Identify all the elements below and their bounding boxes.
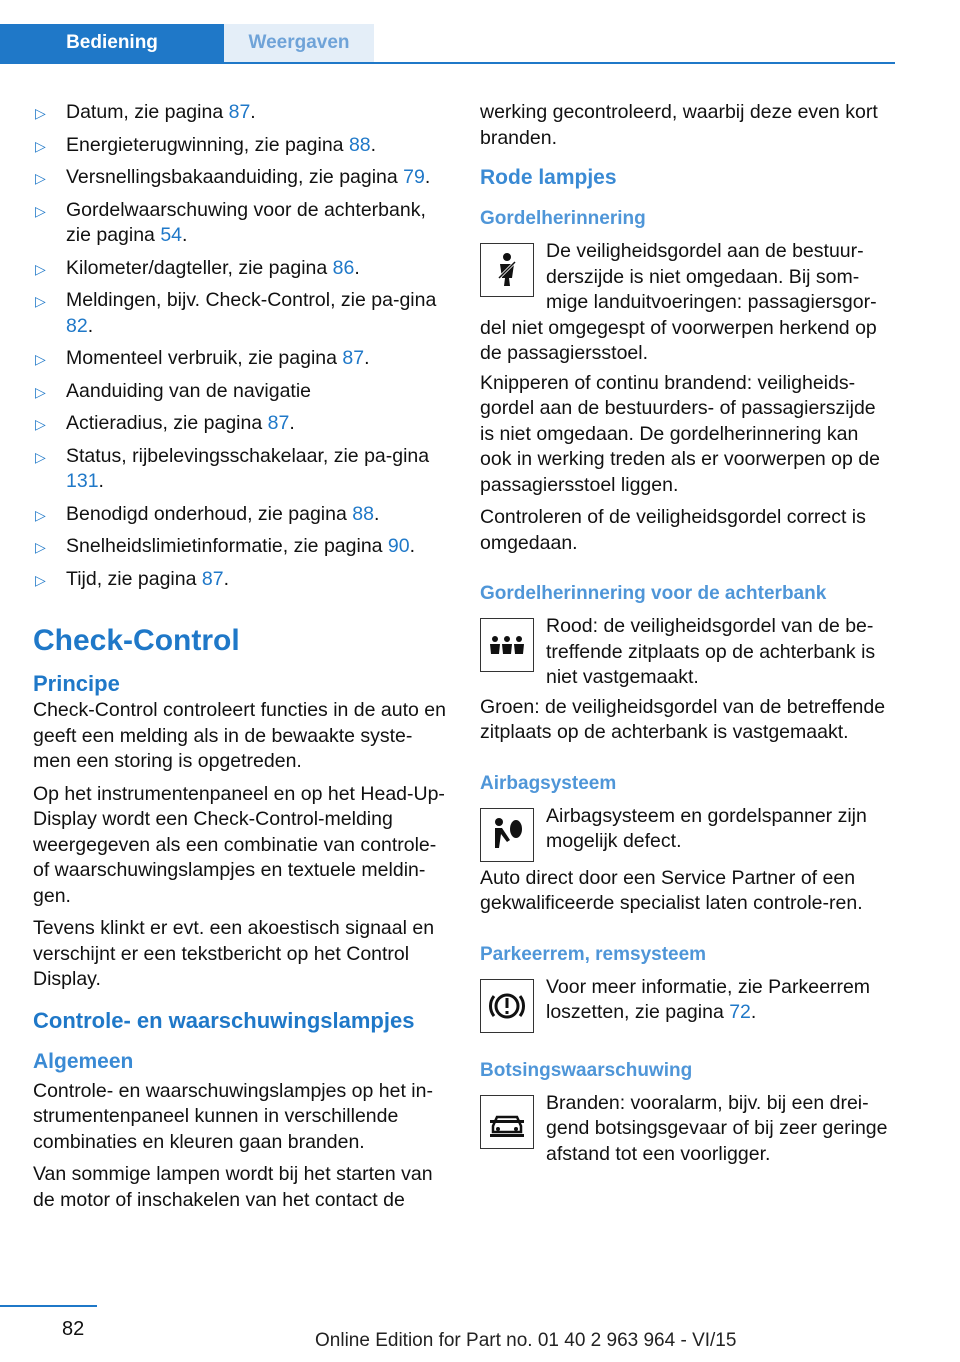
bullet-triangle-icon: ▷ xyxy=(35,293,46,309)
paragraph: Knipperen of continu brandend: veiligheids-gordel aan de bestuurders- of passagierszijde is niet omgedaan. De gordelherinnering kan ook in werking treden als er voorwerpen op de passagiersstoel liggen. xyxy=(480,371,880,496)
bullet-item: ▷ Aanduiding van de navigatie xyxy=(33,379,448,405)
subsection-title-rode-lampjes: Rode lampjes xyxy=(480,166,617,189)
paragraph: Auto direct door een Service Partner of een gekwalificeerde specialist laten controle-ren. xyxy=(480,866,863,914)
bullet-triangle-icon: ▷ xyxy=(35,448,46,465)
warning-parkeerrem xyxy=(480,975,895,1033)
bullet-item: ▷ Gordelwaarschuwing voor de achterbank, zie pagina 54. xyxy=(35,198,426,246)
paragraph: Controle- en waarschuwingslampjes op het in-strumentenpaneel kunnen in verschillende combinaties en kleuren gaan branden. xyxy=(33,1079,433,1153)
paragraph: Controleren of de veiligheidsgordel correct is omgedaan. xyxy=(480,506,866,554)
bullet-triangle-icon: ▷ xyxy=(35,260,46,277)
bullet-item: ▷ Actieradius, zie pagina 87. xyxy=(33,411,448,437)
paragraph: Van sommige lampen wordt bij het starten van de motor of inschakelen van het contact de xyxy=(33,1163,433,1211)
bullet-triangle-icon: ▷ xyxy=(35,571,46,588)
bullet-triangle-icon: ▷ xyxy=(35,351,46,367)
page-link[interactable]: 88 xyxy=(352,502,374,525)
warning-text: Rood: de veiligheidsgordel van de be-treffende zitplaats op de achterbank is niet vastgemaakt. xyxy=(546,615,876,688)
page-link[interactable]: 87 xyxy=(228,101,251,123)
airbag-icon xyxy=(480,808,534,862)
page-link[interactable]: 90 xyxy=(387,535,410,557)
bullet-list xyxy=(33,100,448,592)
page-number: 82 xyxy=(62,1318,85,1340)
warning-airbag xyxy=(480,804,895,862)
paragraph: Groen: de veiligheidsgordel van de betreffende zitplaats op de achterbank is vastgemaakt. xyxy=(480,695,886,743)
warning-text: De veiligheidsgordel aan de bestuur-derszijde is niet omgedaan. Bij som-mige landuitvoeringen: passagiersgor-del niet omgegespt of voorwerpen herkend op de passagiersstoel. xyxy=(480,240,877,364)
bullet-item: ▷ Kilometer/dagteller, zie pagina 86. xyxy=(33,256,448,282)
bullet-item: ▷ Datum, zie pagina 87. xyxy=(33,100,448,126)
bullet-triangle-icon: ▷ xyxy=(35,105,46,121)
bullet-item: ▷ Momenteel verbruik, zie pagina 87. xyxy=(33,346,448,372)
bullet-triangle-icon: ▷ xyxy=(35,506,46,523)
paragraph: Check-Control controleert functies in de auto en geeft een melding als in de bewaakte syste-men een storing is opgetreden. xyxy=(33,699,446,772)
page-link[interactable]: 88 xyxy=(348,133,371,156)
page-link[interactable]: 54 xyxy=(160,224,183,246)
page-link[interactable]: 131 xyxy=(66,470,99,492)
bullet-item: ▷ Status, rijbelevingsschakelaar, zie pa-gina 131. xyxy=(35,444,430,492)
bullet-item: ▷ Snelheidslimietinformatie, zie pagina 90. xyxy=(33,534,448,560)
page-link[interactable]: 79 xyxy=(403,166,425,188)
page-link[interactable]: 87 xyxy=(267,412,290,434)
bullet-triangle-icon: ▷ xyxy=(35,137,46,154)
subsection-title-principe: Principe xyxy=(33,671,120,696)
footer-edition: Online Edition for Part no. 01 40 2 963 964 - VI/15 xyxy=(315,1330,737,1351)
section-title-check-control: Check-Control xyxy=(33,624,240,657)
warning-botsing xyxy=(480,1091,895,1168)
footer-divider xyxy=(0,1305,97,1307)
tab-bediening[interactable]: Bediening xyxy=(0,24,224,62)
paragraph: werking gecontroleerd, waarbij deze even kort branden. xyxy=(480,101,878,149)
bullet-item: ▷ Versnellingsbakaanduiding, zie pagina 79. xyxy=(33,165,448,191)
page-link[interactable]: 72 xyxy=(729,1001,751,1023)
section-title-lampjes: Controle- en waarschuwingslampjes xyxy=(33,1007,415,1033)
warning-text: Branden: vooralarm, bijv. bij een drei-gend botsingsgevaar of bij zeer geringe afstand tot een voorligger. xyxy=(546,1091,888,1165)
page-link[interactable]: 87 xyxy=(342,347,365,369)
bullet-triangle-icon: ▷ xyxy=(35,416,46,432)
warning-text: Voor meer informatie, zie Parkeerrem loszetten, zie pagina 72. xyxy=(546,975,871,1023)
rear-seatbelt-icon xyxy=(480,618,534,672)
warning-gordelherinnering xyxy=(480,239,895,367)
warning-achterbank xyxy=(480,614,895,691)
heading-parkeerrem: Parkeerrem, remsysteem xyxy=(480,943,707,965)
page-link[interactable]: 87 xyxy=(201,567,224,590)
brake-warning-icon xyxy=(480,979,534,1033)
header-tabs xyxy=(0,24,895,64)
left-column xyxy=(33,100,448,1220)
bullet-triangle-icon: ▷ xyxy=(35,202,46,219)
tab-weergaven[interactable]: Weergaven xyxy=(224,24,374,62)
bullet-item: ▷ Benodigd onderhoud, zie pagina 88. xyxy=(33,502,448,528)
bullet-triangle-icon: ▷ xyxy=(35,170,46,186)
page-link[interactable]: 86 xyxy=(332,256,355,279)
bullet-item: ▷ Tijd, zie pagina 87. xyxy=(33,567,448,593)
paragraph: Tevens klinkt er evt. een akoestisch signaal en verschijnt er een tekstbericht op het Control Display. xyxy=(33,917,435,990)
heading-airbagsysteem: Airbagsysteem xyxy=(480,772,617,794)
bullet-item: ▷ Energieterugwinning, zie pagina 88. xyxy=(33,133,448,159)
paragraph: Op het instrumentenpaneel en op het Head-Up-Display wordt een Check-Control-melding weergegeven als een combinatie van controle- of waarschuwingslampjes en textuele meldin-gen. xyxy=(33,782,445,907)
bullet-triangle-icon: ▷ xyxy=(35,539,46,555)
bullet-item: ▷ Meldingen, bijv. Check-Control, zie pa-gina 82. xyxy=(35,289,437,337)
heading-gordelherinnering-achterbank: Gordelherinnering voor de achterbank xyxy=(480,583,827,604)
collision-warning-icon xyxy=(480,1095,534,1149)
heading-botsingswaarschuwing: Botsingswaarschuwing xyxy=(480,1059,693,1081)
subsection-title-algemeen: Algemeen xyxy=(33,1049,134,1073)
warning-text: Airbagsysteem en gordelspanner zijn mogelijk defect. xyxy=(546,804,867,852)
bullet-triangle-icon: ▷ xyxy=(35,383,46,400)
seatbelt-icon xyxy=(480,243,534,297)
heading-gordelherinnering: Gordelherinnering xyxy=(480,208,646,229)
right-column xyxy=(480,100,895,1171)
page-link[interactable]: 82 xyxy=(66,314,88,337)
